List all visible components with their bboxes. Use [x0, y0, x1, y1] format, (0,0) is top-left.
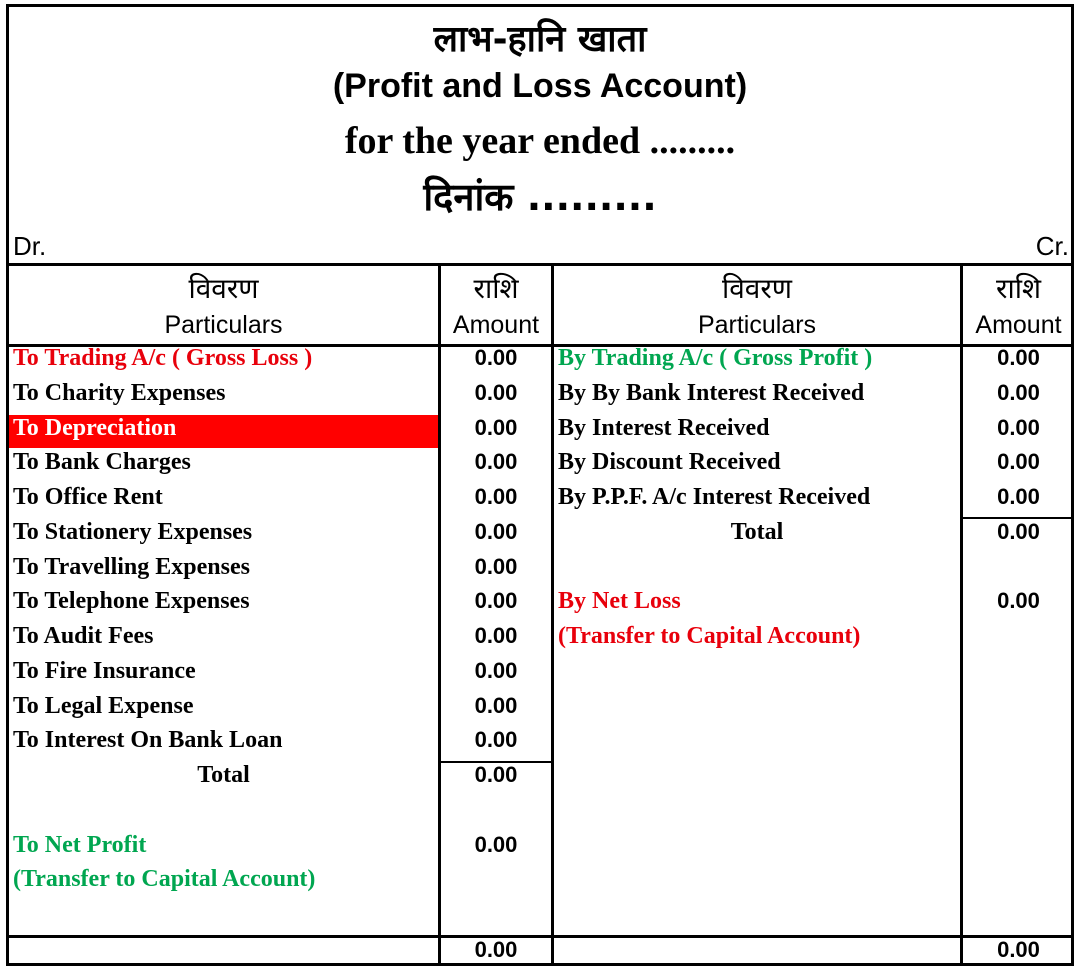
- credit-row-discount-received: By Discount Received: [558, 449, 781, 475]
- credit-amount-discount-received: 0.00: [997, 449, 1040, 474]
- debit-amount-charity: 0.00: [474, 380, 518, 405]
- credit-row-bank-interest: By By Bank Interest Received: [558, 380, 865, 406]
- debit-amount-bank-charges: 0.00: [474, 449, 518, 474]
- debit-total-label: Total: [197, 762, 250, 788]
- debit-amount-telephone: 0.00: [474, 588, 518, 613]
- debit-side-label: Dr.: [13, 231, 47, 261]
- debit-particulars-header: Particulars: [164, 311, 283, 339]
- debit-amount-audit-fees: 0.00: [474, 623, 518, 648]
- title-english: (Profit and Loss Account): [332, 67, 748, 105]
- debit-particulars-header-hindi: विवरण: [188, 272, 259, 305]
- credit-side-label: Cr.: [1035, 231, 1069, 261]
- debit-net-profit-amount: 0.00: [474, 832, 518, 857]
- debit-row-stationery: To Stationery Expenses: [13, 519, 253, 545]
- credit-amount-interest-received: 0.00: [997, 415, 1040, 440]
- debit-amount-header: Amount: [452, 311, 540, 339]
- debit-net-profit-label: To Net Profit: [13, 832, 147, 858]
- debit-row-legal-expense: To Legal Expense: [13, 693, 194, 719]
- credit-amount-header: Amount: [975, 311, 1062, 339]
- credit-row-ppf-interest: By P.P.F. A/c Interest Received: [558, 484, 871, 510]
- credit-net-loss-note: (Transfer to Capital Account): [558, 623, 861, 649]
- debit-row-gross-loss: To Trading A/c ( Gross Loss ): [13, 345, 313, 371]
- period-hindi: दिनांक .........: [423, 175, 657, 219]
- debit-row-audit-fees: To Audit Fees: [13, 623, 154, 649]
- debit-amount-header-hindi: राशि: [473, 272, 519, 305]
- debit-row-bank-charges: To Bank Charges: [13, 449, 191, 475]
- debit-row-interest-bank-loan: To Interest On Bank Loan: [13, 727, 283, 753]
- credit-grand-total: 0.00: [997, 937, 1040, 962]
- debit-row-depreciation[interactable]: To Depreciation: [9, 415, 438, 448]
- credit-amount-ppf-interest: 0.00: [997, 484, 1040, 509]
- debit-row-charity: To Charity Expenses: [13, 380, 226, 406]
- credit-amount-header-hindi: राशि: [996, 272, 1041, 305]
- debit-row-fire-insurance: To Fire Insurance: [13, 658, 196, 684]
- debit-row-telephone: To Telephone Expenses: [13, 588, 250, 614]
- credit-total-label: Total: [730, 519, 784, 545]
- debit-amount-gross-loss: 0.00: [474, 345, 518, 370]
- credit-amount-gross-profit: 0.00: [997, 345, 1040, 370]
- credit-net-loss-amount: 0.00: [997, 588, 1040, 613]
- debit-total-amount: 0.00: [474, 762, 518, 787]
- credit-net-loss-label: By Net Loss: [558, 588, 681, 614]
- credit-particulars-header-hindi: विवरण: [721, 272, 793, 305]
- debit-amount-legal-expense: 0.00: [474, 693, 518, 718]
- credit-row-gross-profit: By Trading A/c ( Gross Profit ): [558, 345, 873, 371]
- credit-amount-bank-interest: 0.00: [997, 380, 1040, 405]
- debit-amount-travelling: 0.00: [474, 554, 518, 579]
- debit-amount-stationery: 0.00: [474, 519, 518, 544]
- debit-amount-fire-insurance: 0.00: [474, 658, 518, 683]
- title-hindi: लाभ-हानि खाता: [433, 19, 647, 60]
- debit-amount-office-rent: 0.00: [474, 484, 518, 509]
- profit-loss-statement: [6, 4, 1074, 966]
- debit-net-profit-note: (Transfer to Capital Account): [13, 866, 316, 892]
- credit-particulars-header: Particulars: [697, 311, 817, 339]
- debit-row-office-rent: To Office Rent: [13, 484, 163, 510]
- debit-amount-interest-bank-loan: 0.00: [474, 727, 518, 752]
- debit-grand-total: 0.00: [474, 937, 518, 962]
- table-top-border: [9, 263, 1071, 266]
- debit-amount-depreciation: 0.00: [474, 415, 518, 440]
- credit-total-amount: 0.00: [997, 519, 1040, 544]
- debit-row-travelling: To Travelling Expenses: [13, 554, 250, 580]
- period-english: for the year ended .........: [344, 120, 736, 162]
- credit-row-interest-received: By Interest Received: [558, 415, 770, 441]
